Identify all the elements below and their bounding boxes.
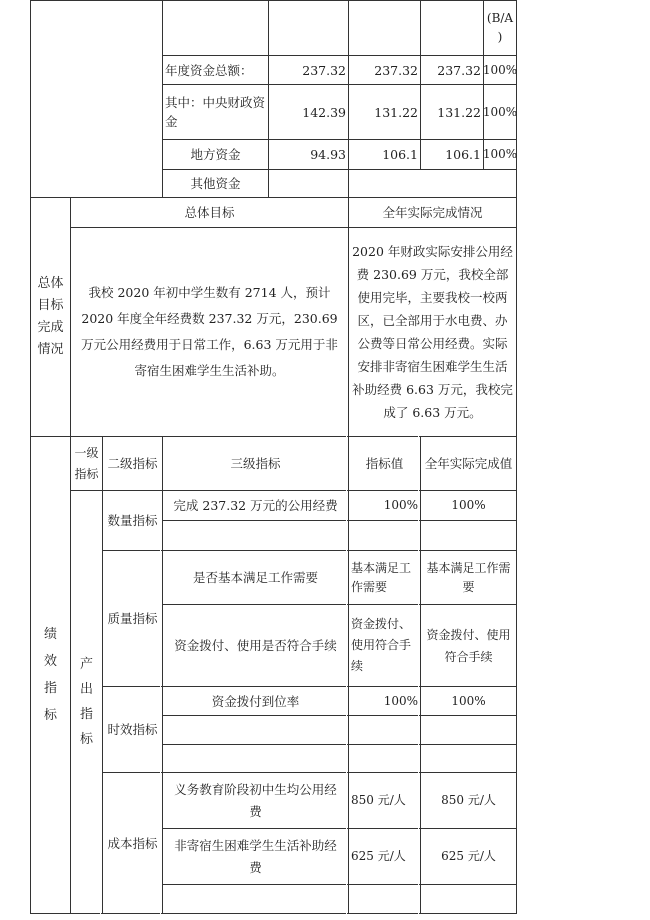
cost-row-2-name: 非寄宿生困难学生生活补助经 费: [162, 828, 349, 885]
overall-actual-header: 全年实际完成情况: [348, 197, 517, 228]
funding-label-local: 地方资金: [162, 139, 269, 170]
empty-cell: [420, 715, 517, 745]
column-gap: [418, 436, 419, 914]
header-actual: 全年实际完成值: [420, 436, 517, 491]
empty-cell: [162, 744, 349, 773]
header-target: 指标值: [348, 436, 421, 491]
funding-ratio-central: 100%: [483, 84, 517, 140]
funding-plan-total: 237.32: [268, 55, 349, 85]
overall-goal-header: 总体目标: [70, 197, 349, 228]
funding-ratio-local: 100%: [483, 139, 517, 170]
funding-header-cell: [348, 0, 421, 56]
output-indicator-label: 产 出 指 标: [70, 490, 103, 914]
cost-row-2-actual: 625 元/人: [420, 828, 517, 885]
funding-header-cell: [162, 0, 269, 56]
empty-cell: [348, 884, 421, 914]
overall-goal-text: 我校 2020 年初中学生数有 2714 人，预计 2020 年度全年经费数 237.32 万元，230.69 万元公用经费用于日常工作，6.63 万元用于非寄宿生困难学生生活补助。: [70, 227, 349, 437]
overall-actual-text: 2020 年财政实际安排公用经费 230.69 万元，我校全部使用完毕，主要我校一校两区，已全部用于水电费、办公费等日常公用经费。实际安排非寄宿生困难学生生活补助经费 6.63 万元，我校完成了 6.63 万元。: [348, 227, 517, 437]
cost-row-2-target: 625 元/人: [348, 828, 421, 885]
empty-cell: [420, 744, 517, 773]
column-gap: [160, 491, 161, 914]
funding-actual-local: 106.1: [420, 139, 484, 170]
empty-cell: [162, 715, 349, 745]
funding-label-total: 年度资金总额：: [162, 55, 269, 85]
funding-header-cell: [420, 0, 484, 56]
performance-side-label: 绩 效 指 标: [30, 436, 71, 914]
funding-budget-central: 131.22: [348, 84, 421, 140]
funding-budget-other: [348, 169, 517, 198]
quality-row-2-actual: 资金拨付、使用 符合手续: [420, 604, 517, 687]
column-gap: [100, 491, 101, 914]
funding-plan-central: 142.39: [268, 84, 349, 140]
quantity-row-name: 完成 237.32 万元的公用经费: [162, 490, 349, 521]
empty-cell: [348, 744, 421, 773]
quality-row-1-actual: 基本满足工作需 要: [420, 550, 517, 605]
header-level3: 三级指标: [162, 436, 349, 491]
quality-row-1-name: 是否基本满足工作需要: [162, 550, 349, 605]
funding-plan-local: 94.93: [268, 139, 349, 170]
header-level1: 一级 指标: [70, 436, 103, 491]
quality-row-1-target: 基本满足工 作需要: [348, 550, 421, 605]
quantity-row-target: 100%: [348, 490, 421, 521]
timeliness-indicator-label: 时效指标: [102, 686, 163, 773]
cost-row-1-target: 850 元/人: [348, 772, 421, 829]
funding-actual-total: 237.32: [420, 55, 484, 85]
quantity-indicator-label: 数量指标: [102, 490, 163, 551]
funding-ratio-total: 100%: [483, 55, 517, 85]
timeliness-row-actual: 100%: [420, 686, 517, 716]
quality-row-2-name: 资金拨付、使用是否符合手续: [162, 604, 349, 687]
cost-row-1-name: 义务教育阶段初中生均公用经 费: [162, 772, 349, 829]
timeliness-row-target: 100%: [348, 686, 421, 716]
quality-row-2-target: 资金拨付、 使用符合手 续: [348, 604, 421, 687]
funding-budget-local: 106.1: [348, 139, 421, 170]
empty-cell: [420, 884, 517, 914]
timeliness-row-name: 资金拨付到位率: [162, 686, 349, 716]
funding-label-other: 其他资金: [162, 169, 269, 198]
empty-cell: [348, 715, 421, 745]
quality-indicator-label: 质量指标: [102, 550, 163, 687]
cost-indicator-label: 成本指标: [102, 772, 163, 914]
ratio-header: (B/A ): [483, 0, 517, 56]
funding-actual-central: 131.22: [420, 84, 484, 140]
quantity-row-actual: 100%: [420, 490, 517, 521]
overall-side-label: 总体 目标 完成 情况: [30, 197, 71, 437]
empty-cell: [420, 520, 517, 551]
funding-label-central: 其中：中央财政资 金: [162, 84, 269, 140]
cost-row-1-actual: 850 元/人: [420, 772, 517, 829]
funding-header-cell: [268, 0, 349, 56]
funding-side-blank: [30, 0, 163, 198]
header-level2: 二级指标: [102, 436, 163, 491]
empty-cell: [162, 520, 349, 551]
column-gap: [346, 436, 347, 914]
empty-cell: [162, 884, 349, 914]
column-gap: [160, 1, 161, 197]
funding-plan-other: [268, 169, 349, 198]
empty-cell: [348, 520, 421, 551]
funding-budget-total: 237.32: [348, 55, 421, 85]
